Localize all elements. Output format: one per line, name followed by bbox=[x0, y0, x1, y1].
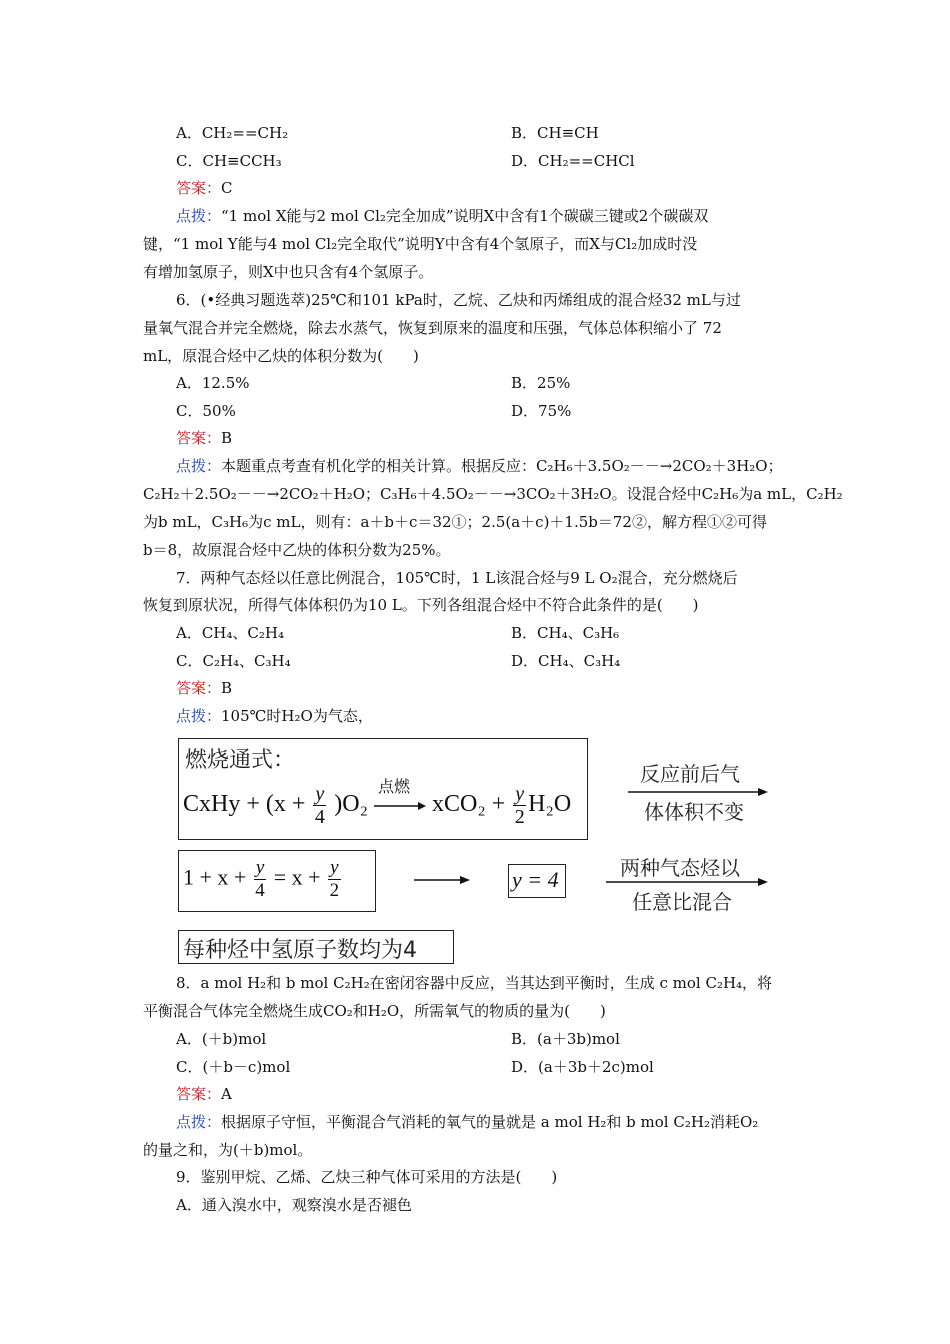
volume-equation-box bbox=[178, 850, 376, 912]
hydrogen-count-text: 每种烃中氢原子数均为4 bbox=[183, 938, 417, 963]
answer-value: B bbox=[221, 429, 233, 447]
q8-option-a: A．(＋b)mol bbox=[176, 1030, 267, 1048]
combustion-formula-title: 燃烧通式： bbox=[185, 748, 296, 773]
q8-option-b: B．(a＋3b)mol bbox=[511, 1030, 620, 1048]
volume-unchanged-top: 反应前后气 bbox=[640, 762, 740, 786]
frac-num-y3: y bbox=[255, 857, 265, 878]
combustion-equation bbox=[183, 776, 572, 828]
q7-answer bbox=[176, 678, 232, 698]
q6-hint-line2: C₂H₂＋2.5O₂－－→2CO₂＋H₂O；C₃H₆＋4.5O₂－－→3CO₂＋3H₂O。设混合烃中C₂H₆为a mL，C₂H₂ bbox=[143, 485, 843, 503]
ignite-arrow bbox=[374, 776, 426, 816]
answer-label: 答案： bbox=[176, 429, 222, 447]
y-equals-4-box bbox=[508, 864, 566, 898]
frac-den-2: 2 bbox=[514, 806, 525, 828]
arrow-icon bbox=[414, 874, 470, 886]
q6-option-c: C．50% bbox=[176, 402, 236, 420]
q7-option-d: D．CH₄、C₃H₄ bbox=[511, 652, 621, 670]
hint-label: 点拨： bbox=[176, 207, 222, 225]
ignite-label: 点燃 bbox=[378, 776, 411, 796]
answer-label: 答案： bbox=[176, 179, 222, 197]
q8-hint-line1 bbox=[176, 1112, 758, 1132]
answer-label: 答案： bbox=[176, 1085, 222, 1103]
frac-num-y: y bbox=[315, 783, 325, 805]
arrow-icon bbox=[374, 800, 426, 812]
q9-stem-line1: 9．鉴别甲烷、乙烯、乙炔三种气体可采用的方法是( ) bbox=[176, 1168, 558, 1186]
hint-label: 点拨： bbox=[176, 457, 222, 475]
reactant-left: CxHy + (x + bbox=[183, 791, 306, 818]
hint-text: “1 mol X能与2 mol Cl₂完全加成”说明X中含有1个碳碳三键或2个碳碳双 bbox=[221, 207, 709, 225]
q8-answer bbox=[176, 1084, 232, 1104]
q6-option-b: B．25% bbox=[511, 374, 571, 392]
q7-stem-line2: 恢复到原状况，所得气体体积仍为10 L。下列各组混合烃中不符合此条件的是( ) bbox=[143, 596, 699, 614]
frac-den-2b: 2 bbox=[329, 880, 340, 901]
volume-equation bbox=[183, 857, 343, 902]
q6-option-a: A．12.5% bbox=[176, 374, 250, 392]
any-ratio-bottom: 任意比混合 bbox=[632, 890, 732, 914]
oxygen: )O₂ bbox=[334, 791, 368, 818]
hint-label: 点拨： bbox=[176, 707, 222, 725]
q5-hint-line1 bbox=[176, 206, 708, 226]
q6-stem-line2: 量氧气混合并完全燃烧，除去水蒸气，恢复到原来的温度和压强，气体总体积缩小了 72 bbox=[143, 319, 722, 337]
frac-den-4: 4 bbox=[314, 806, 325, 828]
q8-hint-line2: 的量之和，为(＋b)mol。 bbox=[143, 1141, 313, 1159]
answer-value: B bbox=[221, 679, 233, 697]
answer-value: A bbox=[221, 1085, 232, 1103]
q5-option-d: D．CH₂==CHCl bbox=[511, 152, 635, 170]
q6-hint-line4: b＝8，故原混合烃中乙炔的体积分数为25%。 bbox=[143, 541, 451, 559]
q6-stem-line1: 6．(•经典习题选萃)25℃和101 kPa时，乙烷、乙炔和丙烯组成的混合烃32 mL与过 bbox=[176, 291, 741, 309]
hydrogen-count-box bbox=[178, 930, 454, 964]
combustion-formula-box bbox=[178, 738, 588, 840]
frac-num-y2: y bbox=[515, 783, 525, 805]
hint-text: 本题重点考查有机化学的相关计算。根据反应：C₂H₆＋3.5O₂－－→2CO₂＋3H₂O； bbox=[221, 457, 783, 475]
answer-label: 答案： bbox=[176, 679, 222, 697]
q9-option-a: A．通入溴水中，观察溴水是否褪色 bbox=[176, 1196, 412, 1214]
q6-option-d: D．75% bbox=[511, 402, 572, 420]
hint-text: 105℃时H₂O为气态， bbox=[221, 707, 373, 725]
q5-option-c: C．CH≡CCH₃ bbox=[176, 152, 282, 170]
eq-mid: = x + bbox=[273, 864, 321, 890]
hint-text: 根据原子守恒，平衡混合气消耗的氧气的量就是 a mol H₂和 b mol C₂H₂消耗O₂ bbox=[221, 1113, 759, 1131]
q5-hint-line2: 键，“1 mol Y能与4 mol Cl₂完全取代”说明Y中含有4个氢原子，而X与Cl₂加成时没 bbox=[143, 235, 698, 253]
q6-hint-line1 bbox=[176, 456, 783, 476]
q7-stem-line1: 7．两种气态烃以任意比例混合，105℃时，1 L该混合烃与9 L O₂混合，充分燃烧后 bbox=[176, 569, 738, 587]
volume-unchanged-bottom: 体体积不变 bbox=[644, 800, 744, 824]
product-co2: xCO₂ + bbox=[432, 791, 506, 818]
q8-stem-line2: 平衡混合气体完全燃烧生成CO₂和H₂O，所需氧气的物质的量为( ) bbox=[143, 1002, 606, 1020]
any-ratio-top: 两种气态烃以 bbox=[620, 856, 740, 880]
q6-answer bbox=[176, 428, 232, 448]
q8-option-d: D．(a＋3b＋2c)mol bbox=[511, 1058, 654, 1076]
q6-hint-line3: 为b mL，C₃H₆为c mL，则有：a＋b＋c＝32①；2.5(a＋c)＋1.5b＝72②，解方程①②可得 bbox=[143, 513, 767, 531]
product-water: H₂O bbox=[528, 791, 572, 818]
q7-option-a: A．CH₄、C₂H₄ bbox=[176, 624, 284, 642]
q8-option-c: C．(＋b－c)mol bbox=[176, 1058, 291, 1076]
frac-num-y4: y bbox=[330, 857, 339, 878]
q5-hint-line3: 有增加氢原子，则X中也只含有4个氢原子。 bbox=[143, 263, 434, 281]
q5-answer bbox=[176, 178, 233, 198]
q7-option-c: C．C₂H₄、C₃H₄ bbox=[176, 652, 291, 670]
q7-hint-line1 bbox=[176, 706, 373, 726]
q5-option-a: A．CH₂==CH₂ bbox=[176, 124, 289, 142]
eq-left: 1 + x + bbox=[183, 864, 247, 890]
answer-value: C bbox=[221, 179, 233, 197]
q8-stem-line1: 8．a mol H₂和 b mol C₂H₂在密闭容器中反应，当其达到平衡时，生成 c mol C₂H₄，将 bbox=[176, 974, 773, 992]
y-equals-4: y = 4 bbox=[512, 867, 559, 892]
q7-option-b: B．CH₄、C₃H₆ bbox=[511, 624, 620, 642]
q6-stem-line3: mL，原混合烃中乙炔的体积分数为( ) bbox=[143, 347, 419, 365]
q5-option-b: B．CH≡CH bbox=[511, 124, 599, 142]
frac-den-4b: 4 bbox=[255, 880, 265, 901]
hint-label: 点拨： bbox=[176, 1113, 222, 1131]
